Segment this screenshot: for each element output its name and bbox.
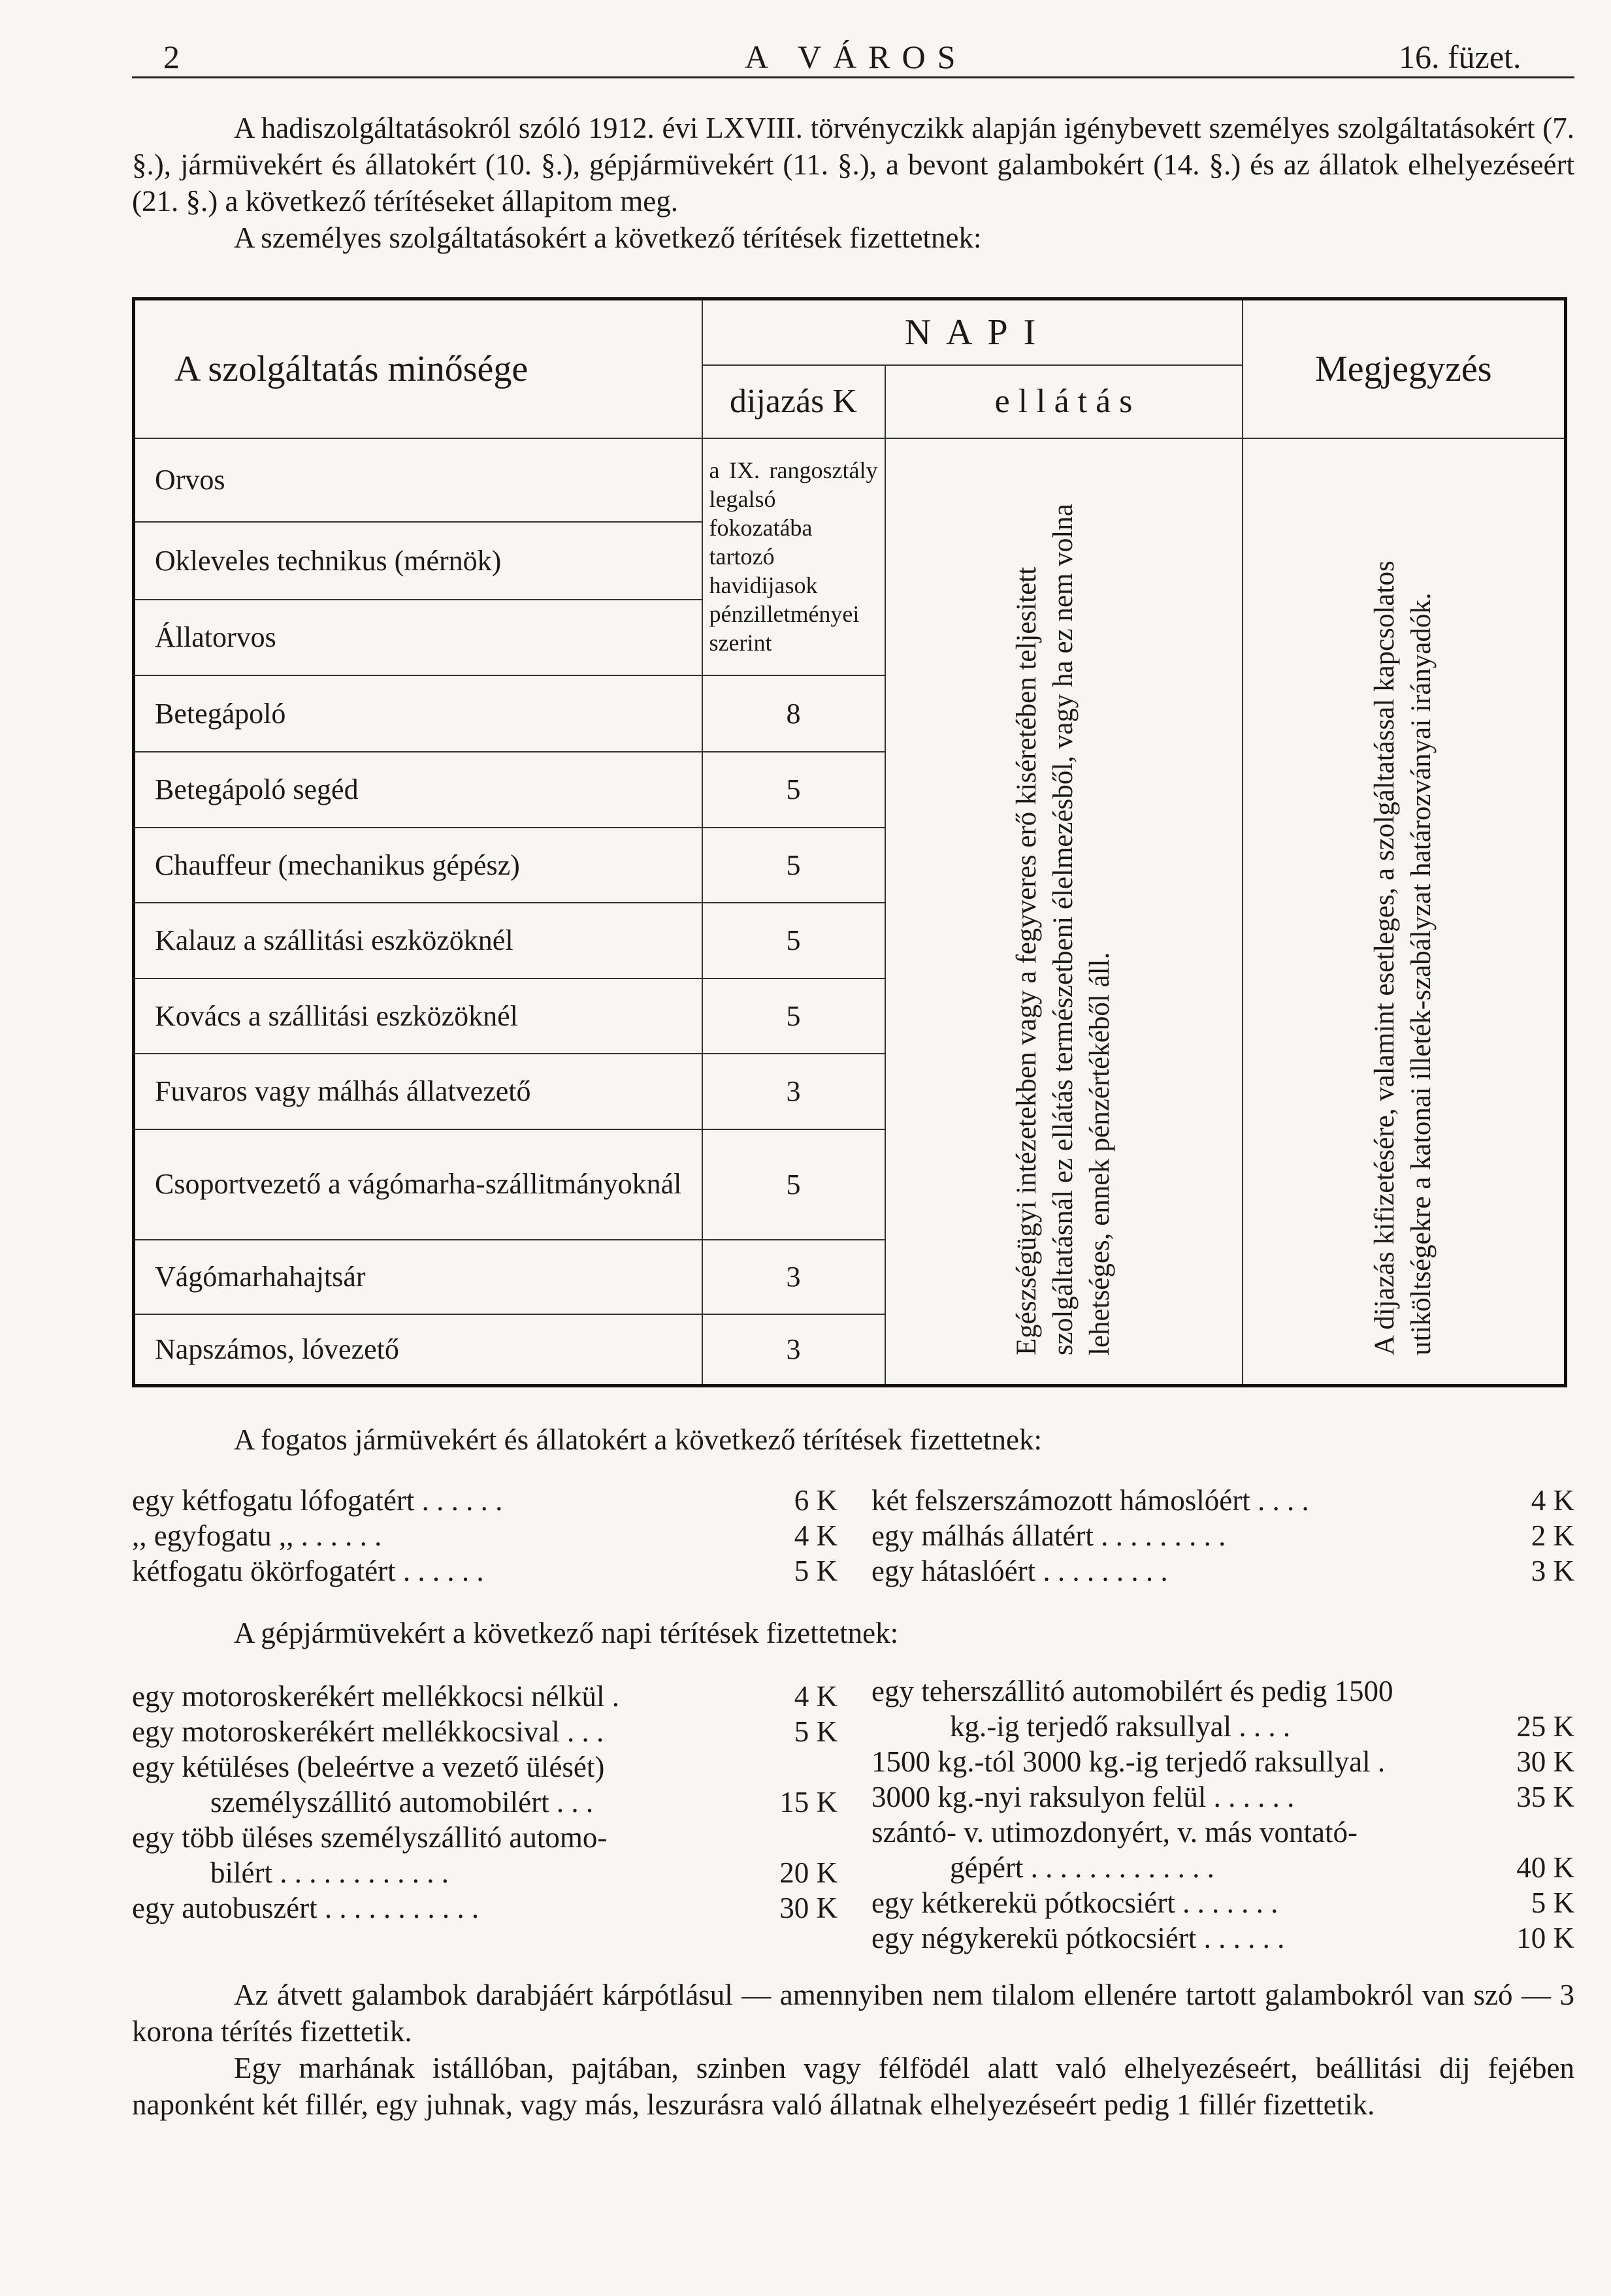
service-cell: Kovács a szállitási eszközöknél — [134, 978, 702, 1054]
list-item — [871, 1483, 1574, 1518]
motor-right-list — [871, 1673, 1574, 1956]
item-value: 4 K — [794, 1680, 838, 1713]
motor-intro — [132, 1615, 1574, 1651]
item-label: egy kétkerekü pótkocsiért . . . . . . . — [871, 1886, 1278, 1919]
item-label: egy négykerekü pótkocsiért . . . . . . — [871, 1922, 1285, 1954]
item-value: 4 K — [794, 1519, 838, 1552]
animals-left-list — [132, 1483, 838, 1589]
animals-intro-text: A fogatos jármüvekért és állatokért a következő térítések fizettetnek: — [234, 1423, 1042, 1456]
fee-cell: 5 — [702, 1129, 885, 1240]
motor-intro-text: A gépjármüvekért a következő napi térítések fizettetnek: — [234, 1617, 899, 1649]
fee-cell: 5 — [702, 752, 885, 828]
item-value: 2 K — [1531, 1519, 1574, 1552]
header-fee: dijazás K — [702, 365, 885, 438]
service-cell: Csoportvezető a vágómarha-szállitmányoknál — [134, 1129, 702, 1240]
intro-text — [132, 110, 1574, 256]
item-value: 15 K — [779, 1786, 838, 1819]
header-supply: e l l á t á s — [885, 365, 1243, 438]
list-item — [132, 1679, 838, 1714]
item-value: 4 K — [1531, 1484, 1574, 1517]
item-label: egy málhás állatért . . . . . . . . . — [871, 1519, 1226, 1552]
fee-cell: 5 — [702, 903, 885, 978]
list-item — [132, 1518, 838, 1553]
item-value: 30 K — [1516, 1745, 1574, 1778]
item-label: egy motoroskerékért mellékkocsi nélkül . — [132, 1680, 620, 1713]
list-item — [132, 1890, 838, 1926]
item-label: egy autobuszért . . . . . . . . . . . — [132, 1892, 480, 1924]
item-label: egy több üléses személyszállitó automo- — [132, 1821, 608, 1854]
item-label: szántó- v. utimozdonyért, v. más vontató- — [871, 1816, 1358, 1849]
item-value: 6 K — [794, 1484, 838, 1517]
header-rule — [132, 76, 1574, 78]
list-item — [871, 1779, 1574, 1815]
list-item — [871, 1518, 1574, 1553]
item-label: ,, egyfogatu ,, . . . . . . — [132, 1519, 382, 1552]
header-napi: N A P I — [702, 299, 1243, 365]
service-cell: Állatorvos — [134, 600, 702, 675]
item-label: bilért . . . . . . . . . . . . — [210, 1856, 449, 1889]
list-item — [132, 1483, 838, 1518]
service-cell: Chauffeur (mechanikus gépész) — [134, 828, 702, 903]
service-cell: Fuvaros vagy málhás állatvezető — [134, 1054, 702, 1129]
item-label: egy kétfogatu lófogatért . . . . . . — [132, 1484, 503, 1517]
header-service: A szolgáltatás minősége — [134, 299, 702, 438]
note-cell — [1243, 438, 1566, 1386]
list-item — [871, 1709, 1574, 1744]
list-item — [871, 1553, 1574, 1589]
service-cell: Kalauz a szállitási eszközöknél — [134, 903, 702, 978]
item-value: 3 K — [1531, 1555, 1574, 1587]
service-cell: Vágómarhahajtsár — [134, 1240, 702, 1314]
item-label: kétfogatu ökörfogatért . . . . . . — [132, 1555, 484, 1587]
list-item — [132, 1855, 838, 1890]
intro-paragraph: A hadiszolgáltatásokról szóló 1912. évi LXVIII. törvényczikk alapján igénybevett személyes szolgáltatásokért (7. §.), jármüvekért és állatokért (10. §.), gépjármüvekért (11. §.), a bevont galambokért (14. §.) és az állatok elhelyezéseért (21. §.) a következő térítéseket állapitom meg. — [132, 112, 1574, 218]
animals-right-list — [871, 1483, 1574, 1589]
list-item — [132, 1714, 838, 1749]
fee-cell: 3 — [702, 1240, 885, 1314]
rank-note: a IX. rangosztály legalsó fokozatába tartozó havidijasok pénzilletményei szerint — [702, 438, 885, 675]
closing-text — [132, 1977, 1574, 2123]
list-item — [132, 1553, 838, 1589]
fee-cell: 8 — [702, 675, 885, 752]
item-value: 5 K — [794, 1715, 838, 1748]
item-label: két felszerszámozott hámoslóért . . . . — [871, 1484, 1309, 1517]
service-cell: Orvos — [134, 438, 702, 522]
list-item — [871, 1744, 1574, 1779]
list-item — [132, 1785, 838, 1820]
closing-paragraph: Az átvett galambok darabjáért kárpótlásul — amennyiben nem tilalom ellenére tartott galambokról van szó — 3 korona térítés fizettetik. — [132, 1979, 1574, 2048]
header-note: Megjegyzés — [1243, 299, 1566, 438]
item-label: 3000 kg.-nyi raksulyon felül . . . . . . — [871, 1781, 1295, 1813]
fee-cell: 5 — [702, 978, 885, 1054]
item-label: kg.-ig terjedő raksullyal . . . . — [950, 1710, 1291, 1743]
supply-cell — [885, 438, 1243, 1386]
list-item — [132, 1820, 838, 1855]
item-value: 35 K — [1516, 1781, 1574, 1813]
item-label: 1500 kg.-tól 3000 kg.-ig terjedő raksullyal . — [871, 1745, 1386, 1778]
list-item — [871, 1815, 1574, 1850]
list-item — [871, 1885, 1574, 1920]
journal-title: A VÁROS — [745, 39, 968, 75]
list-item — [871, 1673, 1574, 1709]
item-value: 40 K — [1516, 1851, 1574, 1884]
list-item — [871, 1920, 1574, 1956]
animals-intro — [132, 1421, 1574, 1458]
item-value: 5 K — [794, 1555, 838, 1587]
fee-cell: 3 — [702, 1314, 885, 1386]
supply-text: Egészségügyi intézetekben vagy a fegyveres erő kiséretében teljesitett szolgáltatásnál ez ellátás természetbeni élelmezésből, vagy ha ez nem volna lehetséges, ennek pénzértékéből áll. — [1011, 504, 1115, 1356]
page-number: 2 — [163, 39, 180, 75]
fee-cell: 5 — [702, 828, 885, 903]
service-cell: Napszámos, lóvezető — [134, 1314, 702, 1386]
item-label: gépért . . . . . . . . . . . . . — [950, 1851, 1214, 1884]
item-label: egy hátaslóért . . . . . . . . . — [871, 1555, 1168, 1587]
service-cell: Betegápoló segéd — [134, 752, 702, 828]
fee-cell: 3 — [702, 1054, 885, 1129]
service-cell: Okleveles technikus (mérnök) — [134, 522, 702, 600]
list-item — [132, 1749, 838, 1785]
list-item — [871, 1850, 1574, 1885]
item-label: egy motoroskerékért mellékkocsival . . . — [132, 1715, 604, 1748]
item-value: 25 K — [1516, 1710, 1574, 1743]
note-text: A dijazás kifizetésére, valamint esetleges, a szolgáltatással kapcsolatos utiköltségekre a katonai illeték-szabályzat határozványai irányadók. — [1369, 560, 1437, 1356]
service-cell: Betegápoló — [134, 675, 702, 752]
item-value: 30 K — [779, 1892, 838, 1924]
item-label: személyszállitó automobilért . . . — [210, 1786, 594, 1819]
closing-paragraph: Egy marhának istállóban, pajtában, szinben vagy félfödél alatt való elhelyezéseért, beállitási dij fejében naponként két fillér, egy juhnak, vagy más, leszurásra való állatnak elhelyezéseért pedig 1 fillér fizettetik. — [132, 2052, 1574, 2121]
intro-paragraph: A személyes szolgáltatásokért a következő térítések fizettetnek: — [234, 221, 982, 254]
item-value: 5 K — [1531, 1886, 1574, 1919]
services-table — [132, 297, 1567, 1387]
item-value: 20 K — [779, 1856, 838, 1889]
motor-left-list — [132, 1679, 838, 1926]
item-label: egy teherszállitó automobilért és pedig 1500 — [871, 1675, 1393, 1707]
item-value: 10 K — [1516, 1922, 1574, 1954]
item-label: egy kétüléses (beleértve a vezető ülését) — [132, 1751, 605, 1783]
issue-label: 16. füzet. — [1399, 39, 1522, 75]
